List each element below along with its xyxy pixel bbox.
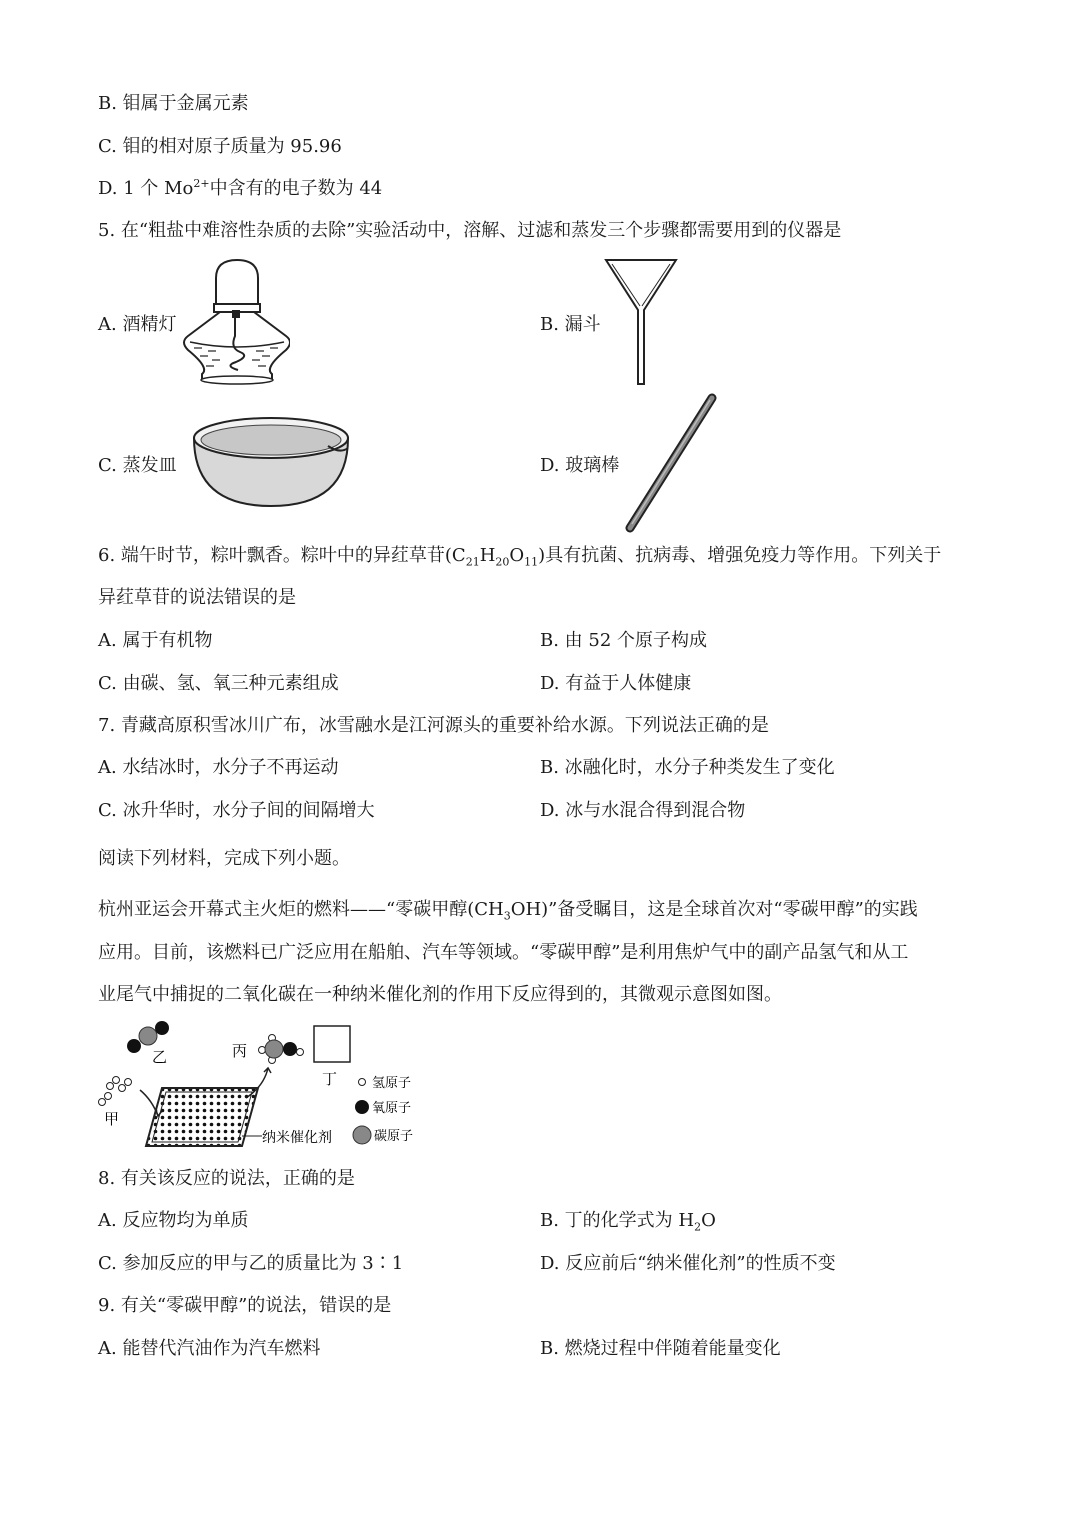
label-yi: 乙 [152, 1048, 168, 1066]
evaporating-dish-image [188, 414, 354, 510]
funnel-image [604, 256, 680, 388]
legend-hydrogen-icon [359, 1079, 366, 1086]
carbon-atom [139, 1027, 157, 1045]
legend-carbon-icon [353, 1126, 371, 1144]
q4-option-c: C. 钼的相对原子质量为 95.96 [98, 136, 342, 157]
oxygen-atom [155, 1021, 169, 1035]
reading-paragraph-line1: 杭州亚运会开幕式主火炬的燃料——“零碳甲醇$(CH_3OH)$”备受瞩目，这是全球首次对“零碳甲醇”的实践 [98, 899, 918, 923]
q8-option-b: B. 丁的化学式为 $H_2O$ [540, 1210, 716, 1234]
label-jia: 甲 [104, 1110, 120, 1128]
q6-stem-line2: 异荭草苷的说法错误的是 [98, 587, 296, 608]
q4-option-d: D. 1 个 $Mo^{2+}$中含有的电子数为 44 [98, 177, 383, 199]
q6-option-c: C. 由碳、氢、氧三种元素组成 [98, 673, 339, 694]
oxygen-atom [127, 1039, 141, 1053]
legend-hydrogen-label: 氢原子 [372, 1076, 412, 1091]
q8-option-a: A. 反应物均为单质 [98, 1210, 249, 1231]
q6-stem-line1: 6. 端午时节，粽叶飘香。粽叶中的异荭草苷$(C_{21}H_{20}O_{11})$具有抗菌、抗病毒、增强免疫力等作用。下列关于 [98, 545, 942, 569]
glass-rod-image [620, 392, 720, 536]
label-bing: 丙 [232, 1042, 248, 1060]
q7-option-c: C. 冰升华时，水分子间的间隔增大 [98, 800, 375, 821]
q6-option-b: B. 由 52 个原子构成 [540, 630, 708, 651]
q8-option-d: D. 反应前后“纳米催化剂”的性质不变 [540, 1253, 836, 1274]
catalyst-label: 纳米催化剂 [262, 1130, 332, 1146]
q7-stem: 7. 青藏高原积雪冰川广布，冰雪融水是江河源头的重要补给水源。下列说法正确的是 [98, 715, 769, 736]
alcohol-lamp-image [180, 256, 290, 388]
reading-paragraph-line2: 应用。目前，该燃料已广泛应用在船舶、汽车等领域。“零碳甲醇”是利用焦炉气中的副产品氢气和从工 [98, 942, 909, 963]
q7-option-d: D. 冰与水混合得到混合物 [540, 800, 746, 821]
nano-catalyst-plate [146, 1088, 258, 1146]
q7-option-a: A. 水结冰时，水分子不再运动 [98, 757, 339, 778]
q5-option-b: B. 漏斗 [540, 314, 601, 335]
q8-stem: 8. 有关该反应的说法，正确的是 [98, 1168, 355, 1189]
label-ding: 丁 [322, 1070, 338, 1088]
reading-intro: 阅读下列材料，完成下列小题。 [98, 848, 350, 869]
q9-option-b: B. 燃烧过程中伴随着能量变化 [540, 1338, 781, 1359]
legend-oxygen-label: 氧原子 [372, 1101, 412, 1116]
reading-paragraph-line3: 业尾气中捕捉的二氧化碳在一种纳米催化剂的作用下反应得到的，其微观示意图如图。 [98, 984, 782, 1005]
q9-stem: 9. 有关“零碳甲醇”的说法，错误的是 [98, 1295, 392, 1316]
unknown-product-box [314, 1026, 350, 1062]
q5-stem: 5. 在“粗盐中难溶性杂质的去除”实验活动中，溶解、过滤和蒸发三个步骤都需要用到的仪器是 [98, 220, 842, 241]
q8-option-c: C. 参加反应的甲与乙的质量比为 3∶1 [98, 1253, 404, 1274]
q7-option-b: B. 冰融化时，水分子种类发生了变化 [540, 757, 835, 778]
legend-carbon-label: 碳原子 [374, 1129, 414, 1144]
reaction-micro-diagram [96, 1016, 426, 1156]
q5-option-d: D. 玻璃棒 [540, 455, 620, 476]
q9-option-a: A. 能替代汽油作为汽车燃料 [98, 1338, 321, 1359]
q4-option-b: B. 钼属于金属元素 [98, 93, 249, 114]
q6-option-a: A. 属于有机物 [98, 630, 213, 651]
q5-option-c: C. 蒸发皿 [98, 455, 177, 476]
legend-oxygen-icon [355, 1100, 369, 1114]
q6-option-d: D. 有益于人体健康 [540, 673, 692, 694]
q5-option-a: A. 酒精灯 [98, 314, 177, 335]
